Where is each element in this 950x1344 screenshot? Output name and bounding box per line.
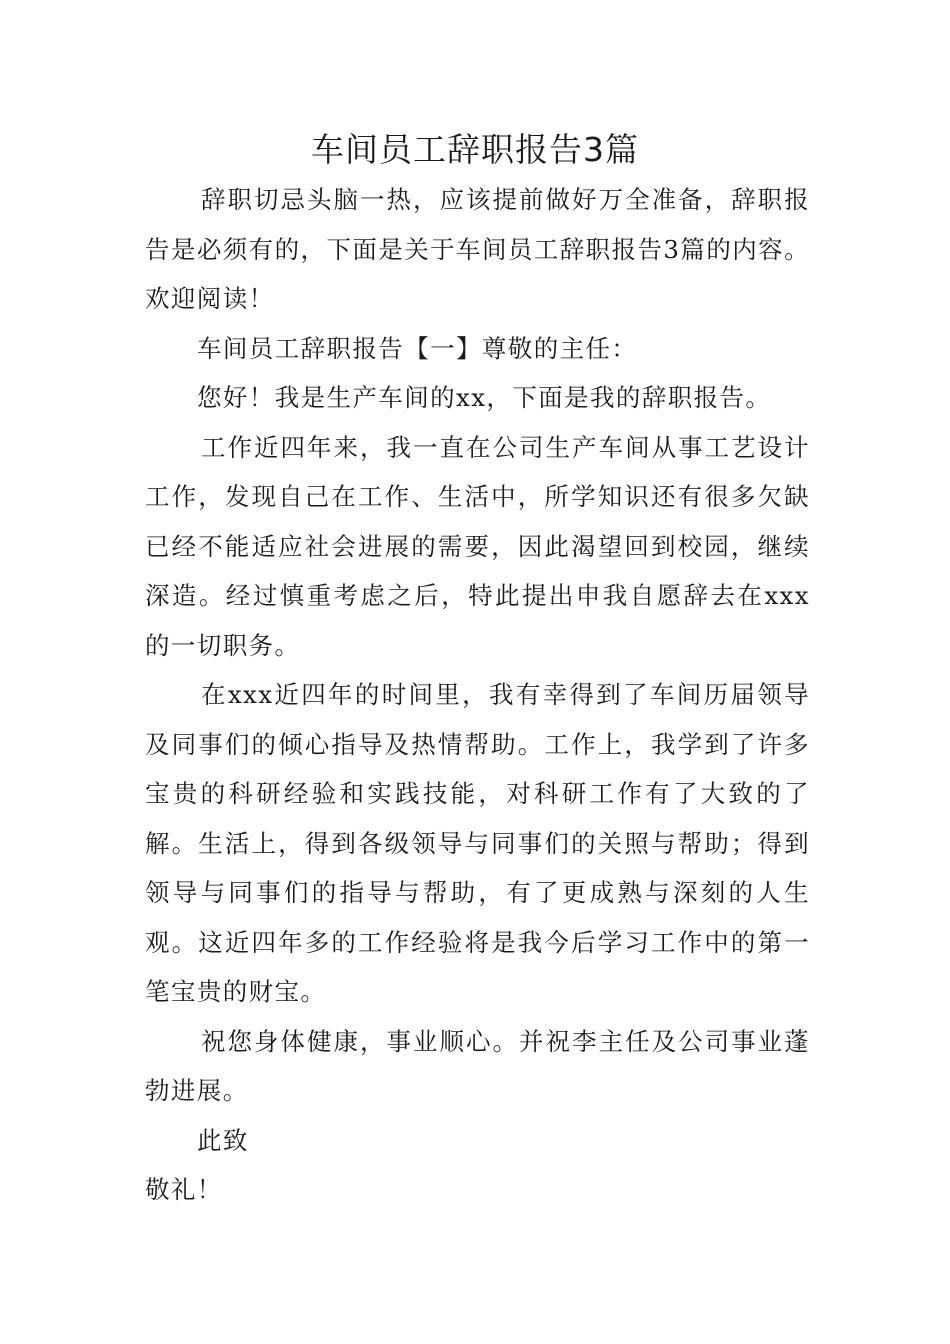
body-paragraph-work: 工作近四年来，我一直在公司生产车间从事工艺设计工作，发现自己在工作、生活中，所学知识还有很多欠缺已经不能适应社会进展的需要，因此渴望回到校园，继续深造。经过慎重考虑之后，特此提出申我自愿辞去在xxx的一切职务。 bbox=[145, 432, 810, 660]
closing-phrase: 此致 bbox=[197, 1125, 249, 1155]
body-paragraph-thanks: 在xxx近四年的时间里，我有幸得到了车间历届领导及同事们的倾心指导及热情帮助。工作上，我学到了许多宝贵的科研经验和实践技能，对科研工作有了大致的了解。生活上，得到各级领导与同事们的关照与帮助；得到领导与同事们的指导与帮助，有了更成熟与深刻的人生观。这近四年多的工作经验将是我今后学习工作中的第一笔宝贵的财宝。 bbox=[145, 680, 810, 1006]
document-title: 车间员工辞职报告3篇 bbox=[311, 130, 639, 169]
greeting-paragraph: 您好！我是生产车间的xx，下面是我的辞职报告。 bbox=[197, 383, 772, 412]
body-paragraph-wishes: 祝您身体健康，事业顺心。并祝李主任及公司事业蓬勃进展。 bbox=[145, 1026, 810, 1105]
report-heading-salutation: 车间员工辞职报告【一】尊敬的主任： bbox=[197, 333, 638, 363]
document-body bbox=[145, 175, 810, 1215]
closing-salute: 敬礼！ bbox=[145, 1175, 223, 1204]
intro-paragraph: 辞职切忌头脑一热，应该提前做好万全准备，辞职报告是必须有的，下面是关于车间员工辞职报告3篇的内容。欢迎阅读！ bbox=[145, 185, 810, 313]
